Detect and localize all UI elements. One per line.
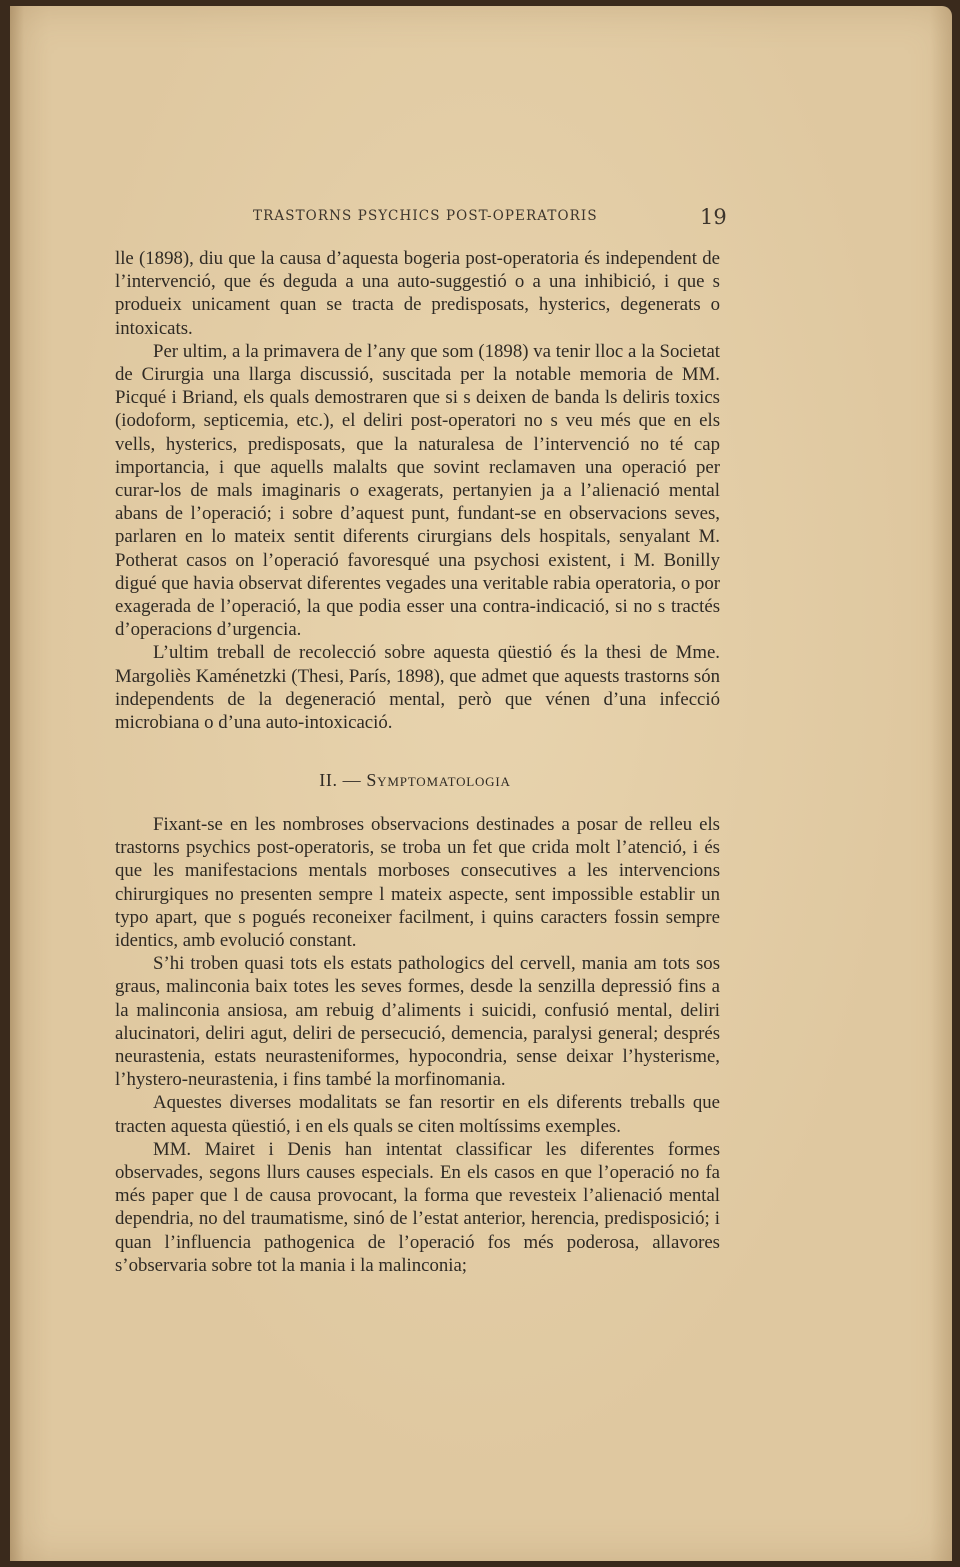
paragraph: S’hi troben quasi tots els estats pathologics del cervell, mania am tots sos graus, malinconia baix totes les seves formes, desde la senzilla depressió fins a la malinconia ansiosa, am rebuig d’aliments i suicidi, confusió mental, deliri alucinatori, deliri agut, deliri de persecució, demencia, paralysi general; després neurastenia, estats neurasteniformes, hypocondria, sense deixar l’hysterisme, l’hystero-neurastenia, i fins també la morfinomania. xyxy=(115,953,720,1091)
section-heading xyxy=(10,770,820,791)
page-number: 19 xyxy=(700,205,727,229)
paragraph: Aquestes diverses modalitats se fan resortir en els diferents treballs que tracten aquesta qüestió, i en els quals se citen moltíssims exemples. xyxy=(115,1092,720,1137)
book-page xyxy=(10,6,952,1561)
paragraph: MM. Mairet i Denis han intentat classificar les diferentes formes observades, segons llurs causes especials. En els casos en que l’operació no fa més paper que l de causa provocant, la forma que revesteix l’alienació mental dependria, no del traumatisme, sinó de l’estat anterior, herencia, predisposició; i quan l’influencia pathogenica de l’operació fos més poderosa, allavores s’observaria sobre tot la mania i la malinconia; xyxy=(115,1138,720,1276)
section-number: II. — xyxy=(319,770,367,790)
text-block-after-heading xyxy=(115,813,720,1277)
section-title: Symptomatologia xyxy=(366,770,511,790)
text-block-before-heading xyxy=(115,247,720,734)
paragraph: L’ultim treball de recolecció sobre aquesta qüestió és la thesi de Mme. Margoliès Kaménetzki (Thesi, París, 1898), que admet que aquests trastorns són independents de la degeneració mental, però que vénen d’una infecció microbiana o d’una auto-intoxicació. xyxy=(115,642,720,734)
running-title: TRASTORNS PSYCHICS POST-OPERATORIS xyxy=(253,208,598,224)
paragraph: Per ultim, a la primavera de l’any que som (1898) va tenir lloc a la Societat de Cirurgia una llarga discussió, suscitada per la notable memoria de MM. Picqué i Briand, els quals demostraren que si s deixen de banda ls deliris toxics (iodoform, septicemia, etc.), el deliri post-operatori no s veu més que en els vells, hysterics, predisposats, que la naturalesa de l’intervenció no té cap importancia, i que aquells malalts que sovint reclamaven una operació per curar-los de mals imaginaris o exagerats, pertanyien ja a l’alienació mental abans de l’operació; i sobre d’aquest punt, fundant-se en observacions seves, parlaren en lo mateix sentit diferents cirurgians dels hospitals, senyalant M. Potherat casos on l’operació favoresqué una psychosi existent, i M. Bonilly digué que havia observat diferentes vegades una veritable rabia operatoria, o por exagerada de l’operació, la que podia esser una contra-indicació, si no s tractés d’operacions d’urgencia. xyxy=(115,340,720,641)
paragraph-continued: lle (1898), diu que la causa d’aquesta bogeria post-operatoria és independent de l’intervenció, que és deguda a una auto-suggestió o a una inhibició, i que s produeix unicament quan se tracta de predisposats, hysterics, degenerats o intoxicats. xyxy=(115,248,720,339)
paragraph: Fixant-se en les nombroses observacions destinades a posar de relleu els trastorns psychics post-operatoris, se troba un fet que crida molt l’atenció, i és que les manifestacions mentals morboses consecutives a les intervencions chirurgiques no presenten sempre l mateix aspecte, sent impossible establir un typo apart, que s pogués reconeixer facilment, i quins caracters fossin sempre identics, amb evolució constant. xyxy=(115,814,720,952)
